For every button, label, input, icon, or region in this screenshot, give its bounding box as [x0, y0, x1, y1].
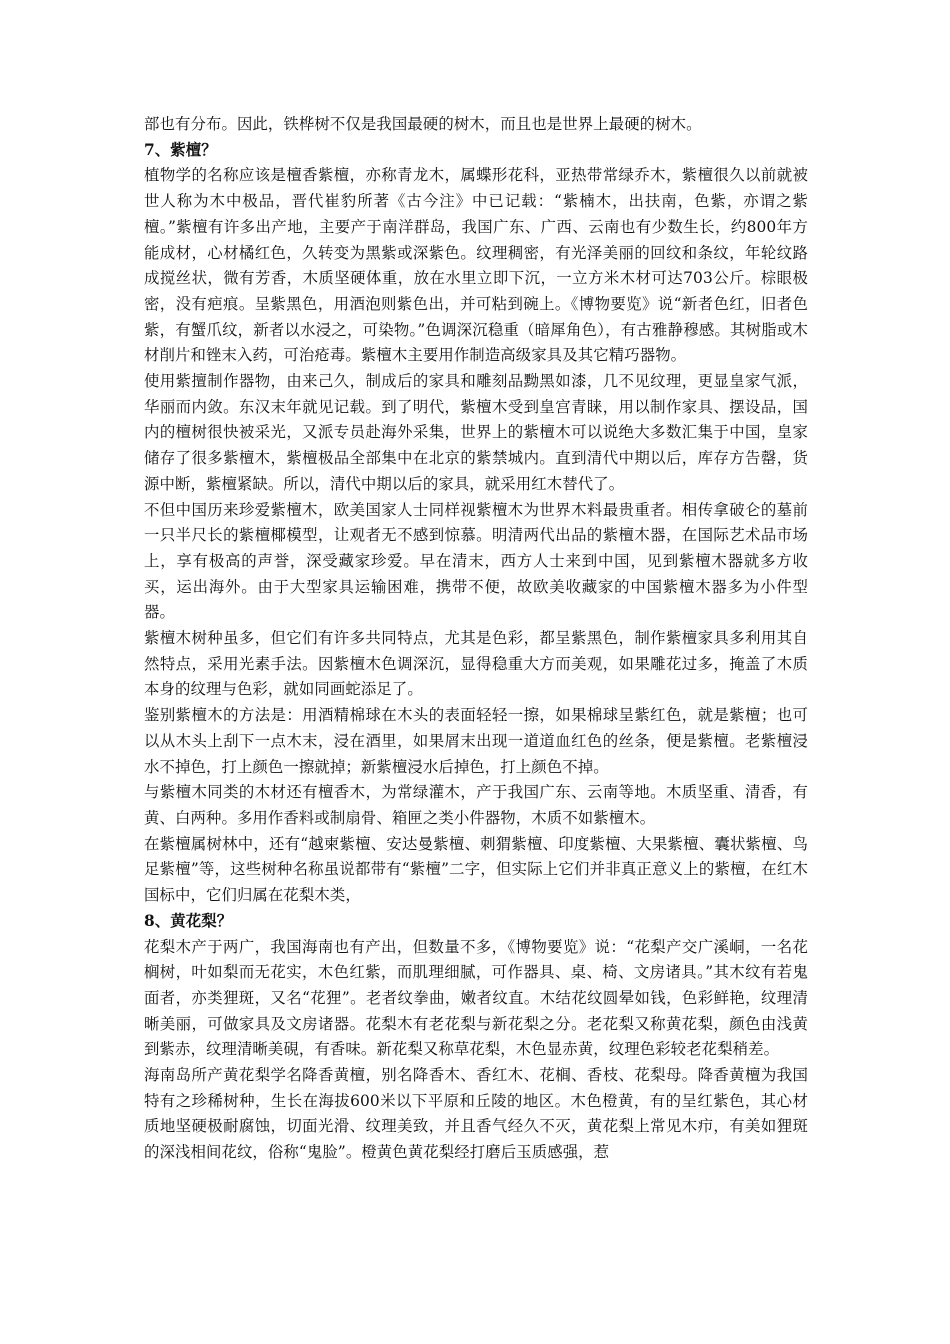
paragraph: 在紫檀属树林中，还有“越柬紫檀、安达曼紫檀、刺猬紫檀、印度紫檀、大果紫檀、囊状紫檀、鸟足紫檀”等，这些树种名称虽说都带有“紫檀”二字，但实际上它们并非真正意义上的紫檀，在红木国标中，它们归属在花梨木类， [144, 834, 808, 905]
paragraph: 鉴别紫檀木的方法是：用酒精棉球在木头的表面轻轻一擦，如果棉球呈紫红色，就是紫檀；也可以从木头上刮下一点木末，浸在酒里，如果屑末出现一道道血红色的丝条，便是紫檀。老紫檀浸水不掉色，打上颜色一擦就掉；新紫檀浸水后掉色，打上颜色不掉。 [144, 706, 808, 776]
paragraph: 部也有分布。因此，铁桦树不仅是我国最硬的树木，而且也是世界上最硬的树木。 [144, 115, 702, 133]
paragraph: 花梨木产于两广，我国海南也有产出，但数量不多，《博物要览》说：“花梨产交广溪峒，一名花榈树，叶如梨而无花实，木色红紫，而肌理细腻，可作器具、桌、椅、文房诸具。”其木纹有若鬼面者，亦类狸斑，又名“花狸”。老者纹拳曲，嫩者纹直。木结花纹圆晕如钱，色彩鲜艳，纹理清晰美丽，可做家具及文房诸器。花梨木有老花梨与新花梨之分。老花梨又称黄花梨，颜色由浅黄到紫赤，纹理清晰美硯，有香味。新花梨又称草花梨，木色显赤黄，纹理色彩较老花梨稍差。 [144, 937, 808, 1059]
paragraph: 紫檀木树种虽多，但它们有许多共同特点，尤其是色彩，都呈紫黑色，制作紫檀家具多利用其自然特点，采用光素手法。因紫檀木色调深沉，显得稳重大方而美观，如果雕花过多，掩盖了木质本身的纹理与色彩，就如同画蛇添足了。 [144, 629, 808, 699]
paragraph: 不但中国历来珍爱紫檀木，欧美国家人士同样视紫檀木为世界木料最贵重者。相传拿破仑的墓前一只半尺长的紫檀椰模型，让观者无不感到惊慕。明清两代出品的紫檀木器，在国际艺术品市场上，享有极高的声誉，深受藏家珍爱。早在清末，西方人士来到中国，见到紫檀木器就多方收买，运出海外。由于大型家具运输困难，携带不便，故欧美收藏家的中国紫檀木器多为小件型器。 [144, 500, 808, 622]
paragraph: 使用紫擅制作器物，由来己久，制成后的家具和雕刻品黝黑如漆，几不见纹理，更显皇家气派，华丽而内敛。东汉末年就见记载。到了明代，紫檀木受到皇宫青睐，用以制作家具、摆设品，国内的檀树很快被采光，又派专员赴海外采集，世界上的紫檀木可以说绝大多数汇集于中国，皇家储存了很多紫檀木，紫檀极品全部集中在北京的紫禁城内。直到清代中期以后，库存方告罄，货源中断，紫檀紧缺。所以，清代中期以后的家具，就采用红木替代了。 [144, 372, 808, 493]
section-heading-huanghuali: 8、黄花梨？ [144, 911, 233, 930]
paragraph: 植物学的名称应该是檀香紫檀，亦称青龙木，属蝶形花科，亚热带常绿乔木，紫檀很久以前就被世人称为木中极品，晋代崔豹所著《古今注》中已记载：“紫楠木，出扶南，色紫，亦谓之紫檀。”紫檀有许多出产地，主要产于南洋群岛，我国广东、广西、云南也有少数生长，约800年方能成材，心材橘红色，久转变为黑紫或深紫色。纹理稠密，有光泽美丽的回纹和条纹，年轮纹路成搅丝状，微有芳香，木质坚硬体重，放在水里立即下沉，一立方米木材可达703公斤。棕眼极密，没有疤痕。呈紫黑色，用酒泡则紫色出，并可粘到碗上。《博物要览》说“新者色红，旧者色紫，有蟹爪纹，新者以水浸之，可染物。”色调深沉稳重（暗犀角色），有古雅静穆感。其树脂或木材削片和锉末入药，可治疮毒。紫檀木主要用作制造高级家具及其它精巧器物。 [144, 166, 808, 365]
paragraph: 海南岛所产黄花梨学名降香黄檀，别名降香木、香红木、花榈、香枝、花梨母。降香黄檀为我国特有之珍稀树种，生长在海拔600米以下平原和丘陵的地区。木色橙黄，有的呈红紫色，其心材质地坚硬极耐腐蚀，切面光滑、纹理美致，并且香气经久不灭，黄花梨上常见木疖，有美如狸斑的深浅相间花纹，俗称“鬼脸”。橙黄色黄花梨经打磨后玉质感强，惹 [144, 1066, 808, 1162]
paragraph: 与紫檀木同类的木材还有檀香木，为常绿灌木，产于我国广东、云南等地。木质坚重、清香，有黄、白两种。多用作香料或制扇骨、箱匣之类小件器物，木质不如紫檀木。 [144, 783, 808, 827]
section-heading-zitan: 7、紫檀？ [144, 140, 217, 159]
document-page [144, 112, 808, 1166]
